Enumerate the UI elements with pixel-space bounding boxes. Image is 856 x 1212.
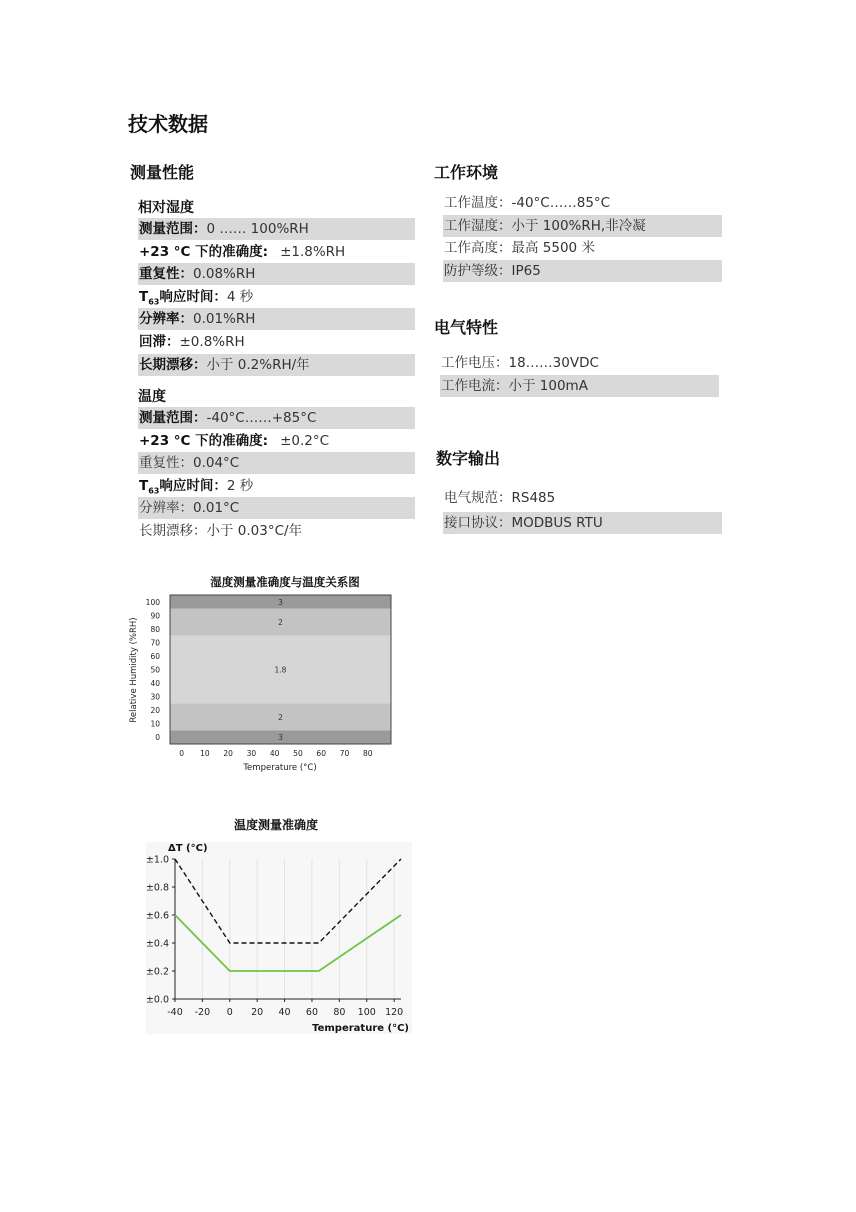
y-tick-label: 100	[145, 597, 160, 607]
spec-label-text: 响应时间：	[159, 288, 227, 305]
humidity-chart-title: 湿度测量准确度与温度关系图	[210, 575, 360, 589]
spec-label-subscript: 63	[148, 486, 160, 496]
y-tick-label: ±0.4	[145, 938, 169, 950]
y-tick-label: 80	[150, 624, 160, 634]
temperature-accuracy-chart	[138, 812, 418, 1042]
spec-value: -40°C……85°C	[511, 195, 611, 211]
spec-value: 小于 0.2%RH/年	[206, 356, 310, 373]
spec-label: 防护等级：	[444, 262, 512, 279]
y-tick-label: 60	[150, 651, 160, 661]
spec-value: 0.04°C	[193, 455, 240, 472]
spec-label: 电气规范：	[444, 490, 512, 506]
spec-label: 回滞：	[139, 334, 180, 350]
accuracy-band-label: 3	[278, 733, 283, 743]
accuracy-band-label: 2	[278, 618, 283, 628]
x-tick-label: 0	[179, 749, 185, 758]
spec-label-subscript: 63	[148, 297, 160, 307]
y-tick-label: 50	[150, 665, 160, 675]
spec-value: -40°C……+85°C	[206, 410, 317, 426]
spec-row	[440, 352, 719, 374]
humidity-chart-xlabel: Temperature (°C)	[243, 763, 317, 773]
spec-label: 长期漂移：	[139, 523, 207, 539]
x-tick-label: 20	[223, 749, 233, 758]
spec-row	[138, 475, 415, 497]
x-tick-label: 70	[339, 749, 350, 758]
x-tick-label: 60	[316, 749, 326, 758]
spec-value: ±0.8%RH	[179, 334, 245, 350]
environment-heading: 工作环境	[434, 163, 499, 182]
spec-row	[138, 331, 415, 353]
spec-label: 工作温度：	[444, 195, 512, 211]
spec-value: 0.01°C	[193, 500, 240, 517]
y-tick-label: 30	[150, 692, 160, 702]
spec-label: 测量范围：	[139, 221, 207, 237]
x-tick-label: 0	[226, 1007, 233, 1018]
spec-value: 0.01%RH	[193, 311, 256, 328]
spec-row	[440, 375, 719, 397]
spec-value: 0.08%RH	[193, 266, 256, 283]
spec-label-symbol: T	[139, 477, 149, 494]
spec-value: RS485	[511, 490, 556, 506]
x-tick-label: 120	[385, 1007, 404, 1018]
spec-label: +23 °C 下的准确度:	[139, 432, 269, 449]
temperature-chart-title: 温度测量准确度	[233, 818, 319, 832]
spec-value: MODBUS RTU	[511, 515, 603, 531]
spec-label: 分辨率：	[139, 311, 193, 328]
spec-label-symbol: T	[139, 288, 149, 305]
spec-label: 工作电流：	[441, 377, 509, 394]
spec-row	[138, 497, 415, 519]
humidity-chart-ylabel: Relative Humidity (%RH)	[129, 617, 139, 723]
spec-value: IP65	[511, 262, 541, 279]
spec-label: 分辨率：	[139, 500, 193, 517]
y-tick-label: ±0.8	[145, 882, 169, 894]
measure-heading: 测量性能	[130, 163, 195, 182]
x-tick-label: 30	[246, 749, 257, 758]
x-tick-label: 10	[200, 749, 210, 758]
temperature-chart-ylabel: ΔT (°C)	[168, 843, 208, 854]
spec-label: 接口协议：	[444, 515, 512, 531]
humidity-heading: 相对湿度	[138, 200, 194, 216]
spec-value: 小于 100mA	[508, 377, 588, 394]
spec-value: ±1.8%RH	[280, 243, 346, 260]
spec-label: +23 °C 下的准确度:	[139, 243, 269, 260]
spec-label: 测量范围：	[139, 410, 207, 426]
spec-value: 18……30VDC	[508, 355, 599, 371]
y-tick-label: ±0.0	[145, 994, 169, 1006]
spec-label	[139, 478, 227, 494]
x-tick-label: 80	[333, 1007, 346, 1018]
y-tick-label: ±0.6	[145, 910, 169, 922]
x-tick-label: 40	[269, 749, 280, 758]
spec-value: 4 秒	[226, 288, 254, 305]
x-tick-label: -40	[167, 1007, 183, 1018]
spec-label	[139, 289, 227, 305]
humidity-accuracy-chart	[120, 570, 410, 780]
spec-row	[138, 218, 415, 240]
spec-row	[138, 407, 415, 429]
spec-row	[138, 452, 415, 474]
x-tick-label: 100	[357, 1007, 376, 1018]
spec-row	[443, 512, 722, 534]
spec-row	[443, 260, 722, 282]
spec-label-text: 响应时间：	[159, 477, 227, 494]
y-tick-label: 40	[150, 679, 160, 689]
spec-label: 长期漂移：	[139, 356, 207, 373]
spec-row	[443, 215, 722, 237]
spec-value: ±0.2°C	[280, 432, 330, 449]
y-tick-label: 20	[150, 706, 160, 716]
accuracy-band-label: 1.8	[274, 665, 287, 675]
x-tick-label: 60	[305, 1007, 319, 1018]
spec-row	[138, 354, 415, 376]
x-tick-label: -20	[194, 1007, 211, 1018]
y-tick-label: 10	[150, 719, 160, 729]
spec-value: 最高 5500 米	[511, 240, 595, 257]
spec-value: 0 …… 100%RH	[206, 221, 309, 237]
spec-label: 工作高度：	[444, 240, 512, 257]
y-tick-label: 0	[155, 733, 160, 743]
spec-value: 小于 100%RH,非冷凝	[511, 217, 646, 234]
temperature-heading: 温度	[138, 389, 166, 405]
spec-row	[443, 237, 722, 259]
x-tick-label: 20	[251, 1007, 264, 1018]
spec-row	[138, 520, 415, 542]
spec-row	[138, 308, 415, 330]
spec-label: 重复性：	[139, 455, 193, 472]
electrical-heading: 电气特性	[434, 318, 499, 337]
spec-label: 重复性：	[139, 266, 193, 283]
page-title: 技术数据	[128, 112, 208, 136]
y-tick-label: 90	[150, 611, 160, 621]
x-tick-label: 50	[293, 749, 303, 758]
spec-row	[138, 241, 415, 263]
accuracy-band-label: 2	[278, 712, 283, 722]
spec-row	[443, 192, 722, 214]
x-tick-label: 40	[278, 1007, 291, 1018]
x-tick-label: 80	[362, 749, 373, 758]
spec-row	[138, 286, 415, 308]
spec-value: 2 秒	[226, 477, 254, 494]
spec-label: 工作电压：	[441, 355, 509, 371]
spec-label: 工作湿度：	[444, 217, 512, 234]
y-tick-label: 70	[150, 638, 160, 648]
temperature-chart-xlabel: Temperature (°C)	[312, 1023, 409, 1034]
spec-row	[138, 263, 415, 285]
spec-row	[138, 430, 415, 452]
y-tick-label: ±1.0	[145, 854, 169, 866]
spec-value: 小于 0.03°C/年	[206, 523, 303, 539]
temperature-chart-background	[146, 842, 412, 1034]
digital-heading: 数字输出	[436, 449, 501, 468]
accuracy-band-label: 3	[278, 597, 283, 607]
spec-row	[443, 487, 722, 509]
y-tick-label: ±0.2	[145, 966, 169, 978]
